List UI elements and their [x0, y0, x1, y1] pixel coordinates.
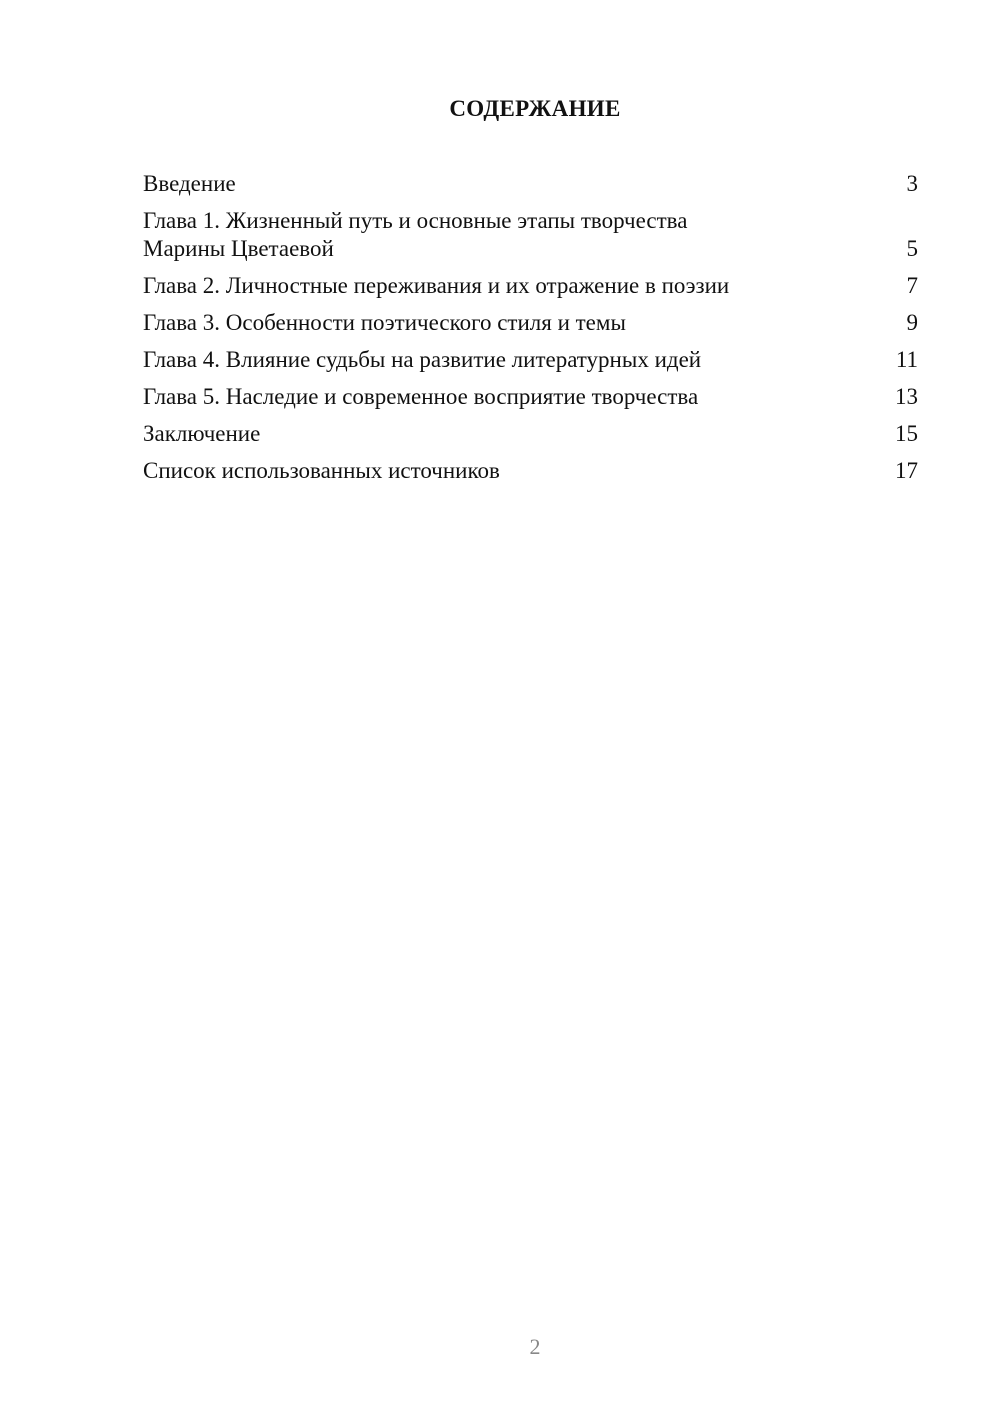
- toc-entry-page: 11: [895, 347, 918, 372]
- toc-entry-page: 7: [906, 273, 918, 298]
- toc-entry-chapter-4: [143, 346, 918, 374]
- toc-entry-text: Глава 2. Личностные переживания и их отражение в поэзии: [143, 273, 730, 298]
- toc-entry-introduction: [143, 170, 918, 198]
- toc-entry-chapter-3: [143, 309, 918, 337]
- toc-entry-chapter-5: [143, 383, 918, 411]
- toc-entry-page: 13: [895, 384, 918, 409]
- toc-entry-text: Глава 4. Влияние судьбы на развитие литературных идей: [143, 347, 702, 372]
- table-of-contents: [143, 170, 918, 494]
- toc-entry-text: Заключение: [143, 421, 261, 446]
- toc-entry-text: Глава 1. Жизненный путь и основные этапы творчества Марины Цветаевой: [143, 208, 688, 261]
- toc-entry-page: 5: [906, 236, 918, 261]
- toc-entry-chapter-2: [143, 272, 918, 300]
- toc-entry-text: Введение: [143, 171, 236, 196]
- toc-entry-text: Список использованных источников: [143, 458, 500, 483]
- toc-entry-page: 15: [895, 421, 918, 446]
- toc-entry-text: Глава 5. Наследие и современное восприятие творчества: [143, 384, 699, 409]
- page-number: 2: [529, 1334, 541, 1359]
- toc-entry-page: 17: [895, 458, 918, 483]
- toc-entry-conclusion: [143, 420, 918, 448]
- toc-entry-page: 9: [906, 310, 918, 335]
- toc-entry-references: [143, 457, 918, 485]
- toc-entry-text: Глава 3. Особенности поэтического стиля и темы: [143, 310, 626, 335]
- toc-entry-chapter-1: [143, 207, 918, 263]
- toc-entry-page: 3: [906, 171, 918, 196]
- page-title: СОДЕРЖАНИЕ: [449, 96, 621, 121]
